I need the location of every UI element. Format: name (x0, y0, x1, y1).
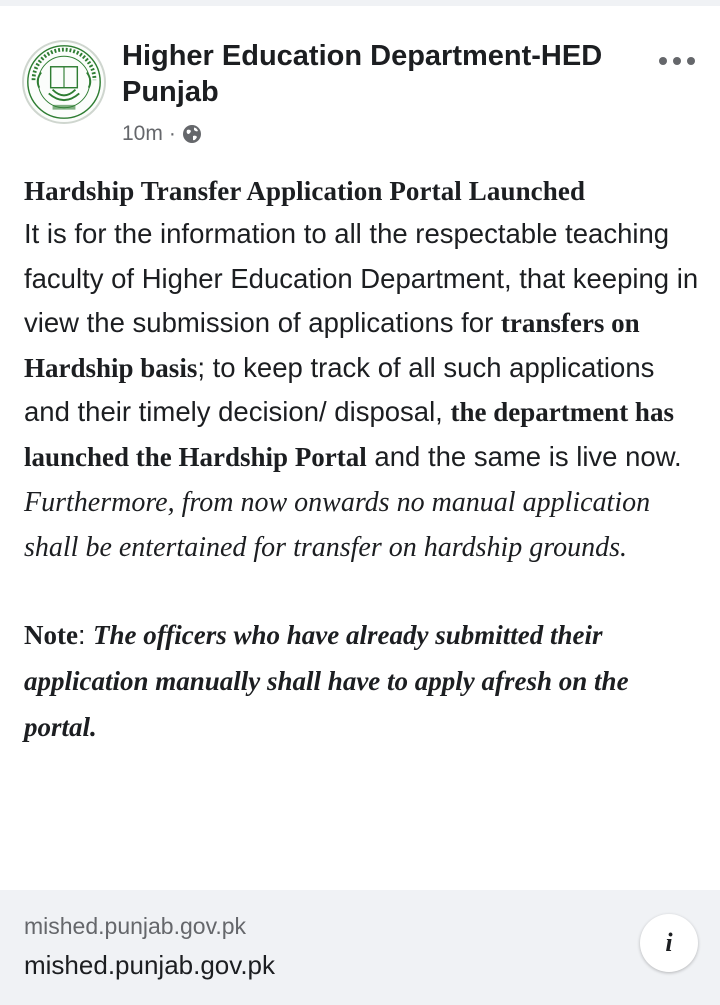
link-preview-card[interactable] (0, 890, 720, 1005)
top-divider (0, 0, 720, 6)
globe-icon (182, 124, 202, 144)
paragraph-text: It is for the information to all the respectable teaching faculty of Higher Education Department, that keeping in view the submission of applications for (24, 218, 699, 339)
more-options-button[interactable] (652, 48, 702, 74)
note-text: The officers who have already submitted their application manually shall have to apply afresh on the portal. (24, 619, 629, 742)
post-italic-paragraph: Furthermore, from now onwards no manual application shall be entertained for transfer on hardship grounds. (24, 486, 651, 563)
link-domain: mished.punjab.gov.pk (24, 913, 247, 939)
page-avatar[interactable] (22, 40, 106, 124)
post-note (24, 612, 704, 750)
paragraph-text: and the same is live now. (366, 440, 682, 472)
more-options-icon-dot (687, 57, 695, 65)
post-headline: Hardship Transfer Application Portal Launched (24, 176, 586, 206)
post-paragraph (24, 212, 704, 480)
page-name-link[interactable]: Higher Education Department-HED Punjab (122, 40, 603, 108)
note-label: Note (24, 619, 78, 650)
paragraph-text: ; to keep track of all such applications and their timely decision/ disposal, (24, 351, 655, 428)
paragraph-bold-text: transfers on Hardship basis (24, 308, 640, 383)
hed-punjab-logo-icon (24, 42, 104, 122)
info-icon: i (665, 928, 673, 957)
paragraph-bold-text: the department has launched the Hardship Portal (24, 397, 674, 472)
link-info-button[interactable] (640, 914, 698, 972)
post-body (24, 170, 704, 750)
note-colon: : (77, 619, 93, 650)
post-meta (122, 119, 202, 149)
post-timestamp[interactable]: 10m (122, 122, 163, 145)
more-options-icon-dot (673, 57, 681, 65)
link-title[interactable]: mished.punjab.gov.pk (24, 950, 276, 980)
meta-separator: · (168, 122, 176, 145)
more-options-icon (659, 57, 667, 65)
